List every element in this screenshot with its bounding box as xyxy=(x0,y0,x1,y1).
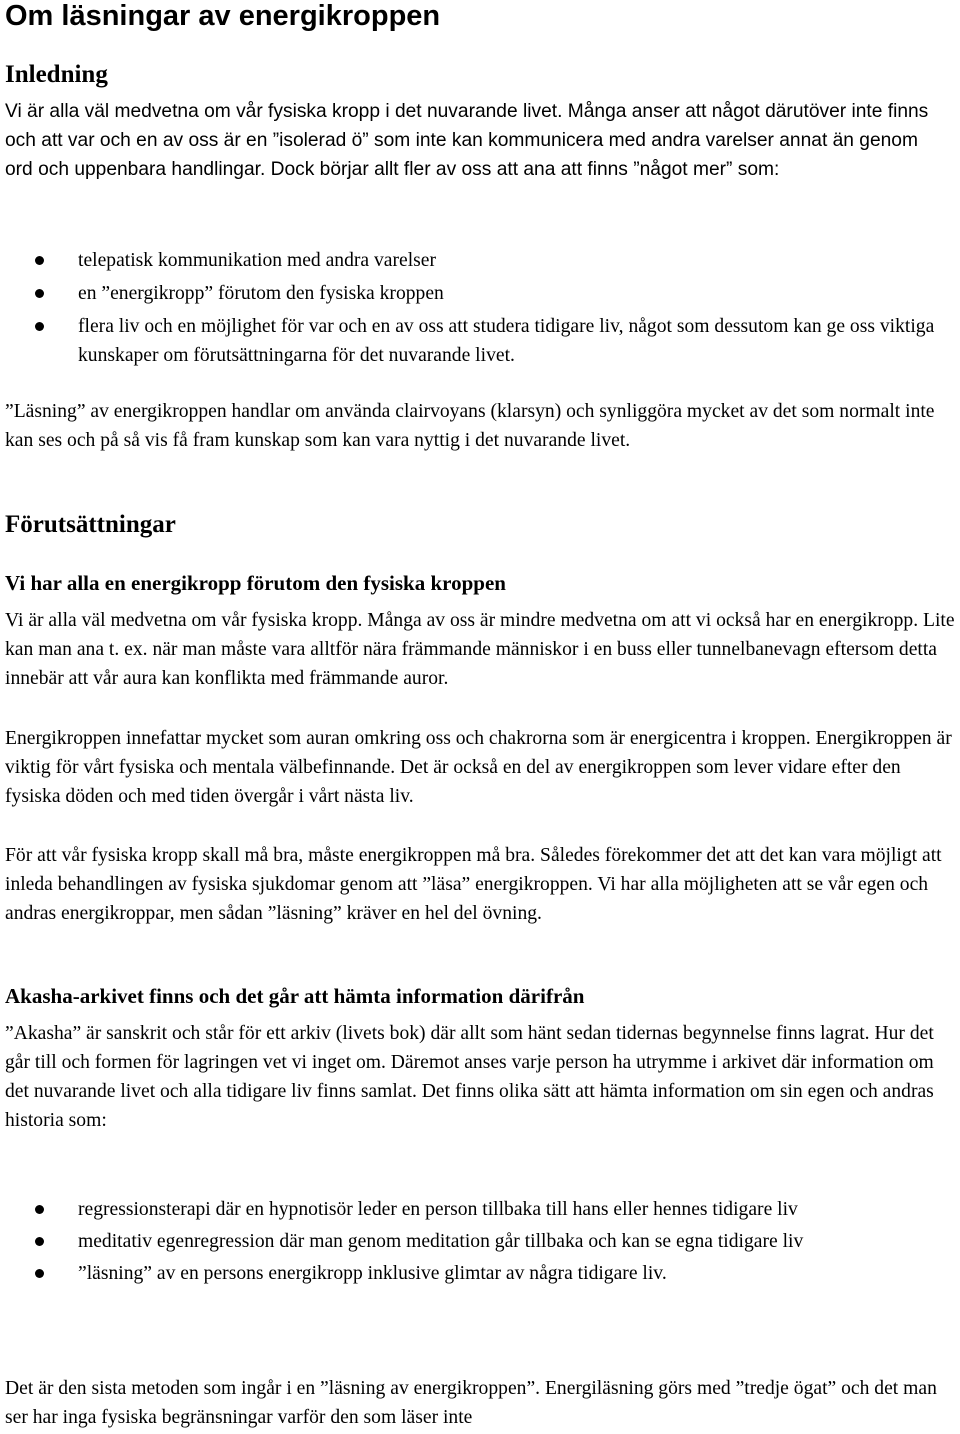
intro-paragraph: Vi är alla väl medvetna om vår fysiska kropp i det nuvarande livet. Många anser att något därutöver inte finns och att var och en av oss är en ”isolerad ö” som inte kan kommunicera med andra varelser annat än genom ord och uppenbara handlingar. Dock börjar allt fler av oss att ana att finns ”något mer” som: xyxy=(5,101,929,180)
bullet-icon xyxy=(35,256,44,265)
akasha-paragraph: ”Akasha” är sanskrit och står för ett arkiv (livets bok) där allt som hänt sedan tidernas begynnelse finns lagrat. Hur det går till och formen för lagringen vet vi inget om. Däremot anses varje person ha utrymme i arkivet där information om det nuvarande livet och alla tidigare liv finns samlat. Det finns olika sätt att hämta information om sin egen och andras historia som: xyxy=(5,1023,934,1131)
intro-list xyxy=(5,246,955,374)
subheading-akasha: Akasha-arkivet finns och det går att hämta information därifrån xyxy=(5,984,585,1008)
bullet-icon xyxy=(35,1237,44,1246)
bullet-icon xyxy=(35,289,44,298)
list-item: regressionsterapi där en hypnotisör leder en person tillbaka till hans eller hennes tidigare liv xyxy=(5,1195,955,1224)
list-item: telepatisk kommunikation med andra varelser xyxy=(5,246,955,275)
bullet-icon xyxy=(35,322,44,331)
lasning-paragraph: ”Läsning” av energikroppen handlar om använda clairvoyans (klarsyn) och synliggöra mycket av det som normalt inte kan ses och på så vis få fram kunskap som kan vara nyttig i det nuvarande livet. xyxy=(5,401,935,451)
list-item: meditativ egenregression där man genom meditation går tillbaka och kan se egna tidigare liv xyxy=(5,1227,955,1256)
energikropp-paragraph-1: Vi är alla väl medvetna om vår fysiska kropp. Många av oss är mindre medvetna om att vi också har en energikropp. Lite kan man ana t. ex. när man måste vara alltför nära främmande människor i en buss eller tunnelbanevagn eftersom detta innebär att vår aura kan konflikta med främmande auror. xyxy=(5,610,955,689)
heading-inledning: Inledning xyxy=(5,61,108,88)
subheading-energikropp: Vi har alla en energikropp förutom den fysiska kroppen xyxy=(5,571,506,595)
akasha-list xyxy=(5,1195,955,1291)
bullet-icon xyxy=(35,1269,44,1278)
energikropp-paragraph-3: För att vår fysiska kropp skall må bra, måste energikroppen må bra. Således förekommer det att det kan vara möjligt att inleda behandlingen av fysiska sjukdomar genom att ”läsa” energikroppen. Vi har alla möjligheten att se vår egen och andras energikroppar, men sådan ”läsning” kräver en hel del övning. xyxy=(5,845,942,924)
document-title: Om läsningar av energikroppen xyxy=(5,0,441,32)
energikropp-paragraph-2: Energikroppen innefattar mycket som auran omkring oss och chakrorna som är energicentra i kroppen. Energikroppen är viktig för vårt fysiska och mentala välbefinnande. Det är också en del av energikroppen som lever vidare efter den fysiska döden och med tiden övergår i vårt nästa liv. xyxy=(5,728,952,807)
sista-metoden-paragraph: Det är den sista metoden som ingår i en ”läsning av energikroppen”. Energiläsning görs med ”tredje ögat” och det man ser har inga fysiska begränsningar varför den som läser inte xyxy=(5,1378,937,1428)
heading-forutsattningar: Förutsättningar xyxy=(5,511,176,538)
list-item: ”läsning” av en persons energikropp inklusive glimtar av några tidigare liv. xyxy=(5,1259,955,1288)
list-item: flera liv och en möjlighet för var och en av oss att studera tidigare liv, något som dessutom kan ge oss viktiga kunskaper om förutsättningarna för det nuvarande livet. xyxy=(5,312,955,370)
bullet-icon xyxy=(35,1205,44,1214)
list-item: en ”energikropp” förutom den fysiska kroppen xyxy=(5,279,955,308)
